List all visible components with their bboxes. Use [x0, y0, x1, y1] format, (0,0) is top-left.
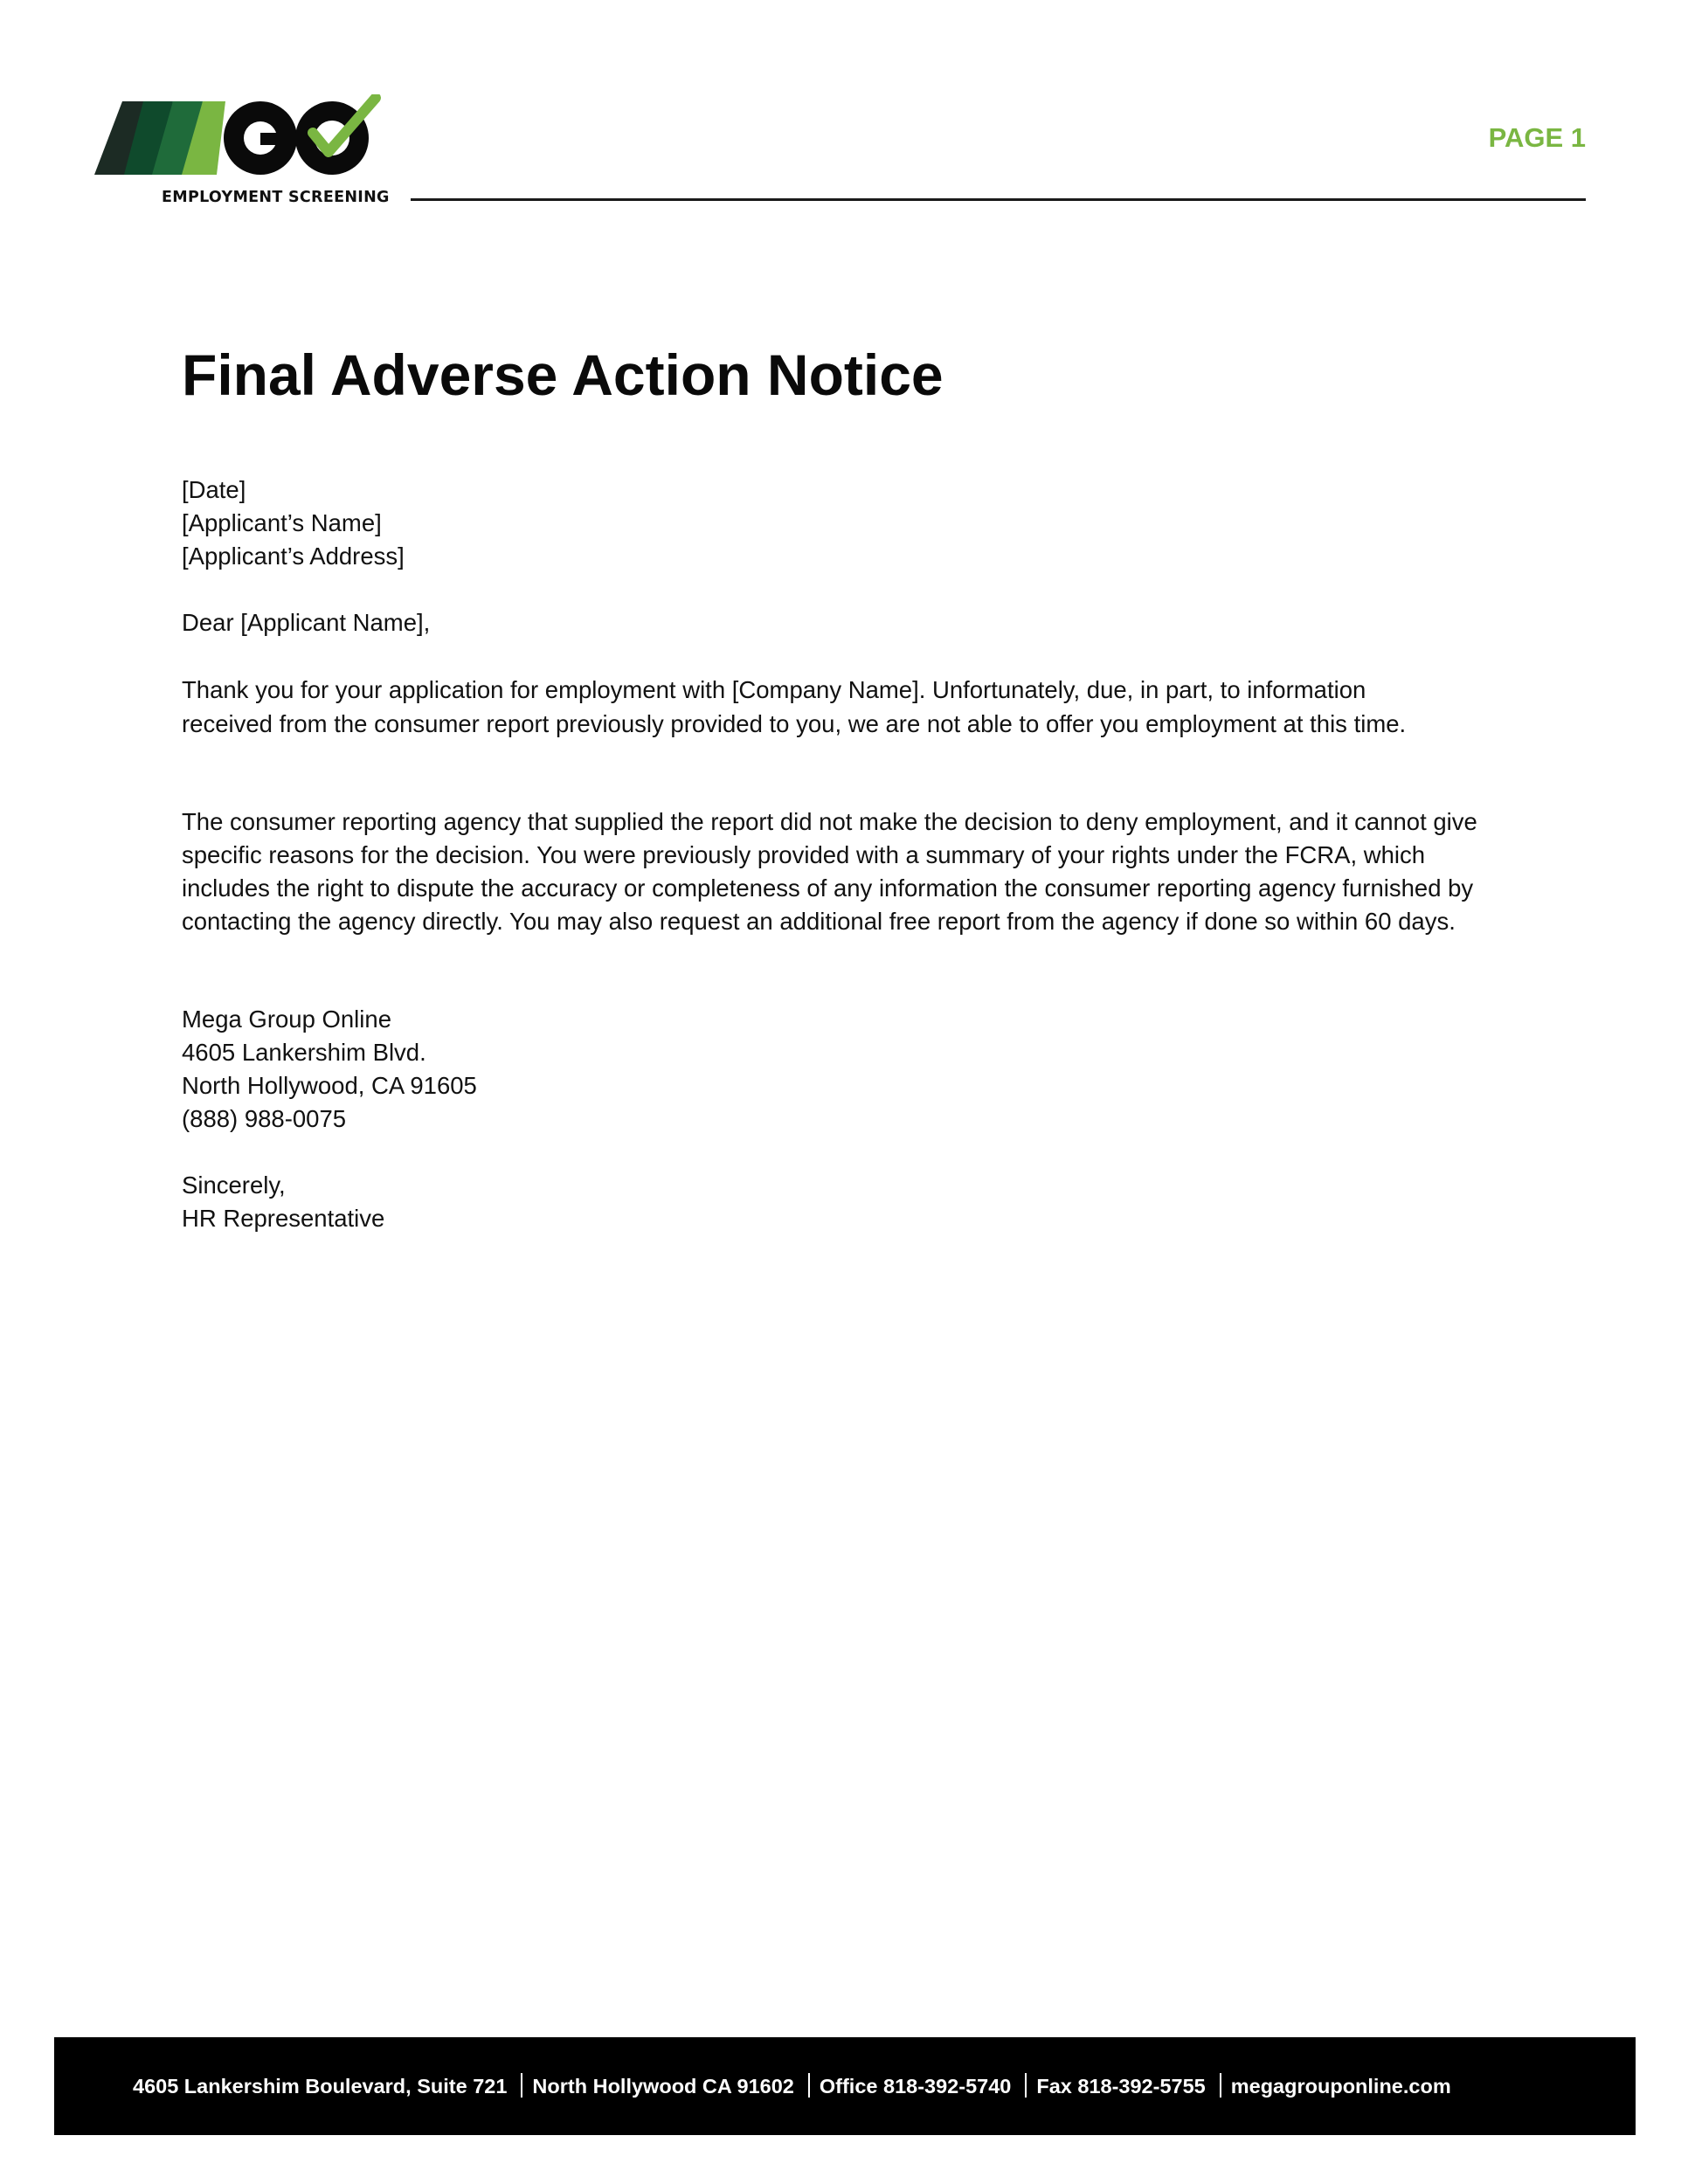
footer-separator: [521, 2073, 522, 2098]
mgo-logo-icon: [94, 94, 391, 182]
footer-city: North Hollywood CA 91602: [532, 2075, 794, 2098]
salutation: Dear [Applicant Name],: [182, 609, 431, 636]
agency-phone: (888) 988-0075: [182, 1105, 347, 1132]
agency-street: 4605 Lankershim Blvd.: [182, 1039, 426, 1066]
closing: Sincerely,: [182, 1171, 286, 1199]
recipient-date: [Date]: [182, 476, 246, 503]
signature: HR Representative: [182, 1205, 385, 1232]
footer-fax: Fax 818-392-5755: [1036, 2075, 1206, 2098]
footer-separator: [808, 2073, 810, 2098]
company-logo: [94, 94, 391, 217]
logo-tagline: EMPLOYMENT SCREENING: [162, 189, 390, 206]
header-divider: [411, 198, 1586, 201]
footer-address: 4605 Lankershim Boulevard, Suite 721: [133, 2075, 508, 2098]
footer-separator: [1025, 2073, 1027, 2098]
paragraph-line: includes the right to dispute the accuracy or completeness of any information the consumer reporting agency furnished by: [182, 874, 1474, 902]
agency-city: North Hollywood, CA 91605: [182, 1072, 477, 1099]
document-title: Final Adverse Action Notice: [182, 342, 944, 407]
paragraph-rights: [182, 805, 1545, 938]
recipient-block: [182, 473, 1545, 573]
paragraph-rejection: [182, 673, 1545, 741]
paragraph-line: contacting the agency directly. You may also request an additional free report from the agency if done so within 60 days.: [182, 908, 1456, 935]
recipient-name: [Applicant’s Name]: [182, 509, 382, 536]
page-number: PAGE 1: [1488, 122, 1586, 153]
closing-block: [182, 1169, 1545, 1235]
footer-office-phone: Office 818-392-5740: [819, 2075, 1012, 2098]
footer-separator: [1220, 2073, 1221, 2098]
footer-bar: [54, 2037, 1636, 2135]
paragraph-line: specific reasons for the decision. You were previously provided with a summary of your rights under the FCRA, which: [182, 841, 1426, 868]
agency-name: Mega Group Online: [182, 1006, 391, 1033]
footer-website-link[interactable]: megagrouponline.com: [1230, 2075, 1451, 2098]
recipient-address: [Applicant’s Address]: [182, 543, 405, 570]
agency-address-block: [182, 1003, 1545, 1136]
footer-contact: [133, 2069, 1451, 2104]
paragraph-line: Thank you for your application for employment with [Company Name]. Unfortunately, due, in part, to information: [182, 676, 1366, 703]
paragraph-line: received from the consumer report previously provided to you, we are not able to offer you employment at this time.: [182, 710, 1407, 737]
paragraph-line: The consumer reporting agency that supplied the report did not make the decision to deny employment, and it cannot give: [182, 808, 1477, 835]
